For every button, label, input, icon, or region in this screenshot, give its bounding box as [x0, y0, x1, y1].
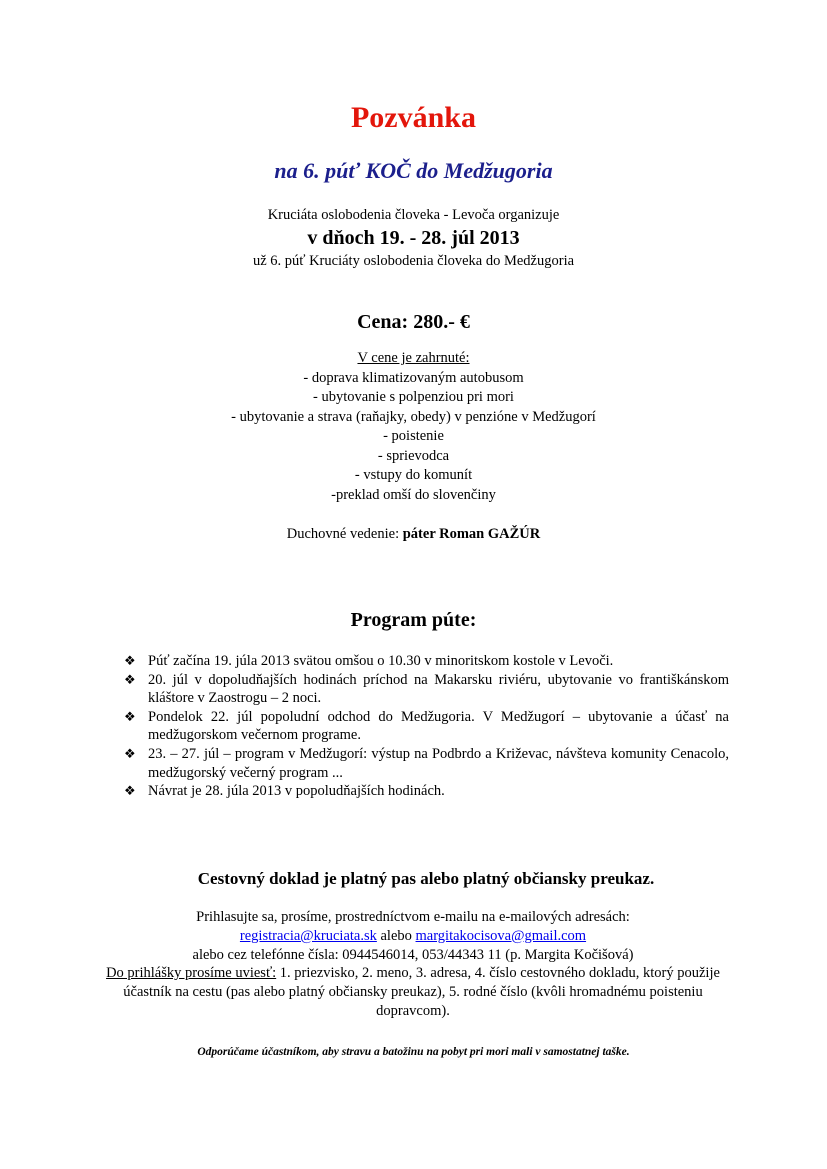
program-item: ❖ Návrat je 28. júla 2013 v popoludňajších hodinách.: [124, 783, 445, 800]
organizer-line: Kruciáta oslobodenia človeka - Levoča organizuje: [267, 207, 560, 223]
footnote: Odporúčame účastníkom, aby stravu a batožinu na pobyt pri mori mali v samostatnej taške.: [197, 1046, 630, 1058]
registration-block: [96, 908, 730, 1021]
required-label: Do prihlášky prosíme uviesť:: [106, 965, 277, 982]
required-text: 1. priezvisko, 2. meno, 3. adresa, 4. číslo cestovného dokladu, ktorý použije účastník na cestu (pas alebo platný občiansky preukaz), 5. rodné číslo (kvôli hromadnému poisteniu dopravcom).: [123, 965, 720, 1019]
page-subtitle: na 6. púť KOČ do Medžugoria: [274, 158, 553, 183]
phone-line: alebo cez telefónne čísla: 0944546014, 053/44343 11 (p. Margita Kočišová): [192, 946, 634, 963]
program-heading: Program púte:: [350, 609, 477, 631]
diamond-bullet-icon: ❖: [124, 653, 136, 668]
price-heading: Cena: 280.- €: [357, 311, 470, 333]
diamond-bullet-icon: ❖: [124, 671, 136, 687]
included-item: - sprievodca: [377, 447, 450, 464]
pilgrimage-line: už 6. púť Kruciáty oslobodenia človeka do Medžugoria: [252, 253, 575, 269]
included-item: - ubytovanie a strava (raňajky, obedy) v penzióne v Medžugorí: [231, 408, 596, 425]
diamond-bullet-icon: ❖: [124, 708, 136, 724]
program-list: [124, 652, 729, 801]
guide-name: páter Roman GAŽÚR: [402, 526, 541, 542]
program-item: ❖ Pondelok 22. júl popoludní odchod do Medžugoria. V Medžugorí – ubytovanie a účasť na medžugorskom večernom programe.: [124, 708, 729, 744]
dates-line: v dňoch 19. - 28. júl 2013: [307, 227, 520, 249]
spiritual-guide: [0, 524, 827, 544]
registration-intro: Prihlasujte sa, prosíme, prostredníctvom e-mailu na e-mailových adresách:: [196, 909, 630, 925]
diamond-bullet-icon: ❖: [124, 783, 136, 799]
included-item: - ubytovanie s polpenziou pri mori: [313, 389, 514, 405]
intro-block: [0, 205, 827, 271]
included-item: - doprava klimatizovaným autobusom: [303, 369, 524, 386]
included-list: [0, 349, 827, 505]
email-joiner: alebo: [376, 927, 416, 944]
included-item: - poistenie: [383, 428, 444, 444]
guide-label: Duchovné vedenie:: [286, 526, 403, 542]
program-item: ❖ 20. júl v dopoludňajších hodinách príchod na Makarsku riviéru, ubytovanie vo františkánskom kláštore v Zaostrogu – 2 noci.: [124, 671, 729, 707]
program-item: ❖ 23. – 27. júl – program v Medžugorí: výstup na Podbrdo a Križevac, návšteva komunity Cenacolo, medžugorský večerný program ...: [124, 745, 729, 781]
required-info: [96, 964, 730, 1020]
email-link-registracia[interactable]: registracia@kruciata.sk: [239, 927, 377, 944]
included-heading: V cene je zahrnuté:: [357, 350, 470, 366]
email-link-margita[interactable]: margitakocisova@gmail.com: [415, 927, 587, 944]
page-title: Pozvánka: [350, 101, 476, 134]
email-line: [96, 927, 730, 946]
travel-document-note: Cestovný doklad je platný pas alebo platný občiansky preukaz.: [197, 869, 655, 888]
diamond-bullet-icon: ❖: [124, 745, 136, 761]
included-item: -preklad omší do slovenčiny: [331, 486, 496, 503]
program-item: ❖ Púť začína 19. júla 2013 svätou omšou o 10.30 v minoritskom kostole v Levoči.: [124, 653, 614, 669]
included-item: - vstupy do komunít: [354, 467, 473, 483]
